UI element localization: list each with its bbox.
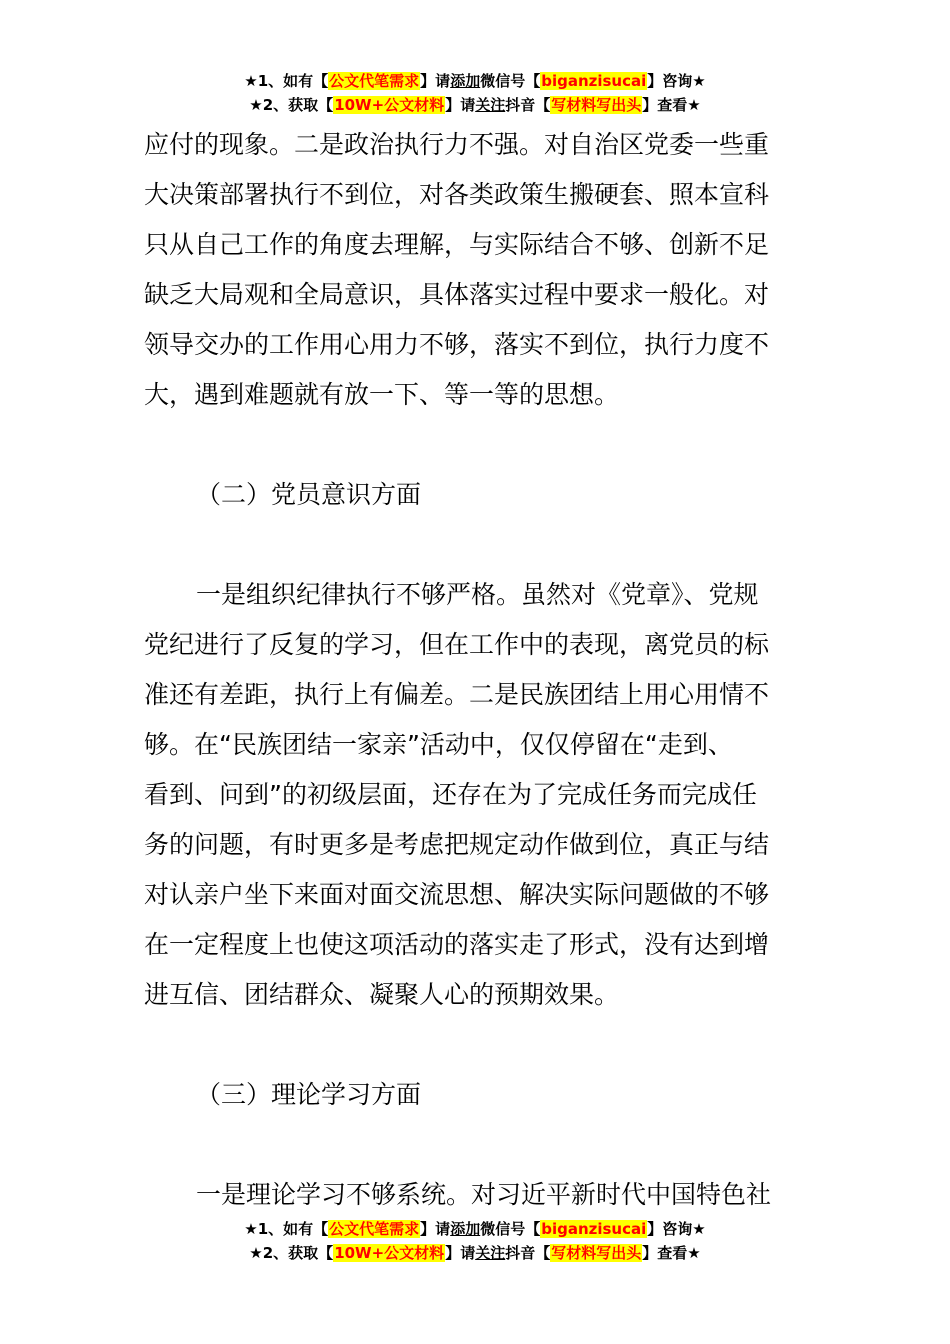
- highlight-text: 写材料写出头: [551, 1244, 642, 1262]
- banner-text: 微信号【: [480, 1220, 541, 1238]
- banner-text: 】查看★: [642, 96, 701, 114]
- paragraph-1: [144, 120, 814, 420]
- section-heading-2: [144, 470, 814, 520]
- banner-text: ★1、如有【: [244, 1220, 329, 1238]
- text-line: 应付的现象。二是政治执行力不强。对自治区党委一些重: [144, 130, 770, 159]
- banner-text: ★2、获取【: [249, 96, 334, 114]
- text-line: 准还有差距，执行上有偏差。二是民族团结上用心用情不: [144, 680, 770, 709]
- banner-text: 】请: [445, 96, 476, 114]
- footer-banner: [0, 1218, 950, 1266]
- banner-line-2: [0, 94, 950, 118]
- banner-text: 微信号【: [480, 72, 541, 90]
- paragraph-2: [144, 570, 814, 1020]
- text-line: 党纪进行了反复的学习，但在工作中的表现，离党员的标: [144, 630, 770, 659]
- highlight-text: 公文代笔需求: [329, 1220, 420, 1238]
- document-body: [144, 120, 814, 1220]
- highlight-text: 写材料写出头: [551, 96, 642, 114]
- highlight-text: 公文代笔需求: [329, 72, 420, 90]
- banner-text: 】请: [420, 1220, 451, 1238]
- banner-line-2: [0, 1242, 950, 1266]
- highlight-text: 10W+公文材料: [334, 1244, 445, 1262]
- text-line: 一是理论学习不够系统。对习近平新时代中国特色社: [196, 1180, 772, 1209]
- text-line: 够。在“民族团结一家亲”活动中，仅仅停留在“走到、: [144, 730, 733, 759]
- underlined-text: 关注: [475, 96, 506, 114]
- banner-text: 】咨询★: [647, 1220, 706, 1238]
- text-line: 进互信、团结群众、凝聚人心的预期效果。: [144, 980, 620, 1009]
- banner-text: 】查看★: [642, 1244, 701, 1262]
- blank-line: [144, 420, 814, 470]
- banner-text: 抖音【: [505, 1244, 551, 1262]
- text-line: 在一定程度上也使这项活动的落实走了形式，没有达到增: [144, 930, 770, 959]
- highlight-text: biganzisucai: [541, 1220, 647, 1238]
- blank-line: [144, 520, 814, 570]
- heading-text: （三）理论学习方面: [196, 1080, 422, 1109]
- blank-line: [144, 1120, 814, 1170]
- underlined-text: 关注: [475, 1244, 506, 1262]
- highlight-text: biganzisucai: [541, 72, 647, 90]
- banner-text: ★2、获取【: [249, 1244, 334, 1262]
- text-line: 大决策部署执行不到位，对各类政策生搬硬套、照本宣科: [144, 180, 770, 209]
- underlined-text: 添加: [450, 72, 481, 90]
- text-line: 领导交办的工作用心用力不够，落实不到位，执行力度不: [144, 330, 770, 359]
- underlined-text: 添加: [450, 1220, 481, 1238]
- banner-text: 抖音【: [505, 96, 551, 114]
- banner-line-1: [0, 1218, 950, 1242]
- text-line: 对认亲户坐下来面对面交流思想、解决实际问题做的不够: [144, 880, 770, 909]
- text-line: 务的问题，有时更多是考虑把规定动作做到位，真正与结: [144, 830, 770, 859]
- header-banner: [0, 70, 950, 118]
- blank-line: [144, 1020, 814, 1070]
- banner-text: 】咨询★: [647, 72, 706, 90]
- text-line: 看到、问到”的初级层面，还存在为了完成任务而完成任: [144, 780, 757, 809]
- banner-text: 】请: [420, 72, 451, 90]
- text-line: 缺乏大局观和全局意识，具体落实过程中要求一般化。对: [144, 280, 770, 309]
- heading-text: （二）党员意识方面: [196, 480, 422, 509]
- banner-text: ★1、如有【: [244, 72, 329, 90]
- banner-text: 】请: [445, 1244, 476, 1262]
- paragraph-3: [144, 1170, 814, 1220]
- text-line: 只从自己工作的角度去理解，与实际结合不够、创新不足: [144, 230, 770, 259]
- text-line: 一是组织纪律执行不够严格。虽然对《党章》、党规: [196, 580, 759, 609]
- banner-line-1: [0, 70, 950, 94]
- text-line: 大，遇到难题就有放一下、等一等的思想。: [144, 380, 620, 409]
- section-heading-3: [144, 1070, 814, 1120]
- highlight-text: 10W+公文材料: [334, 96, 445, 114]
